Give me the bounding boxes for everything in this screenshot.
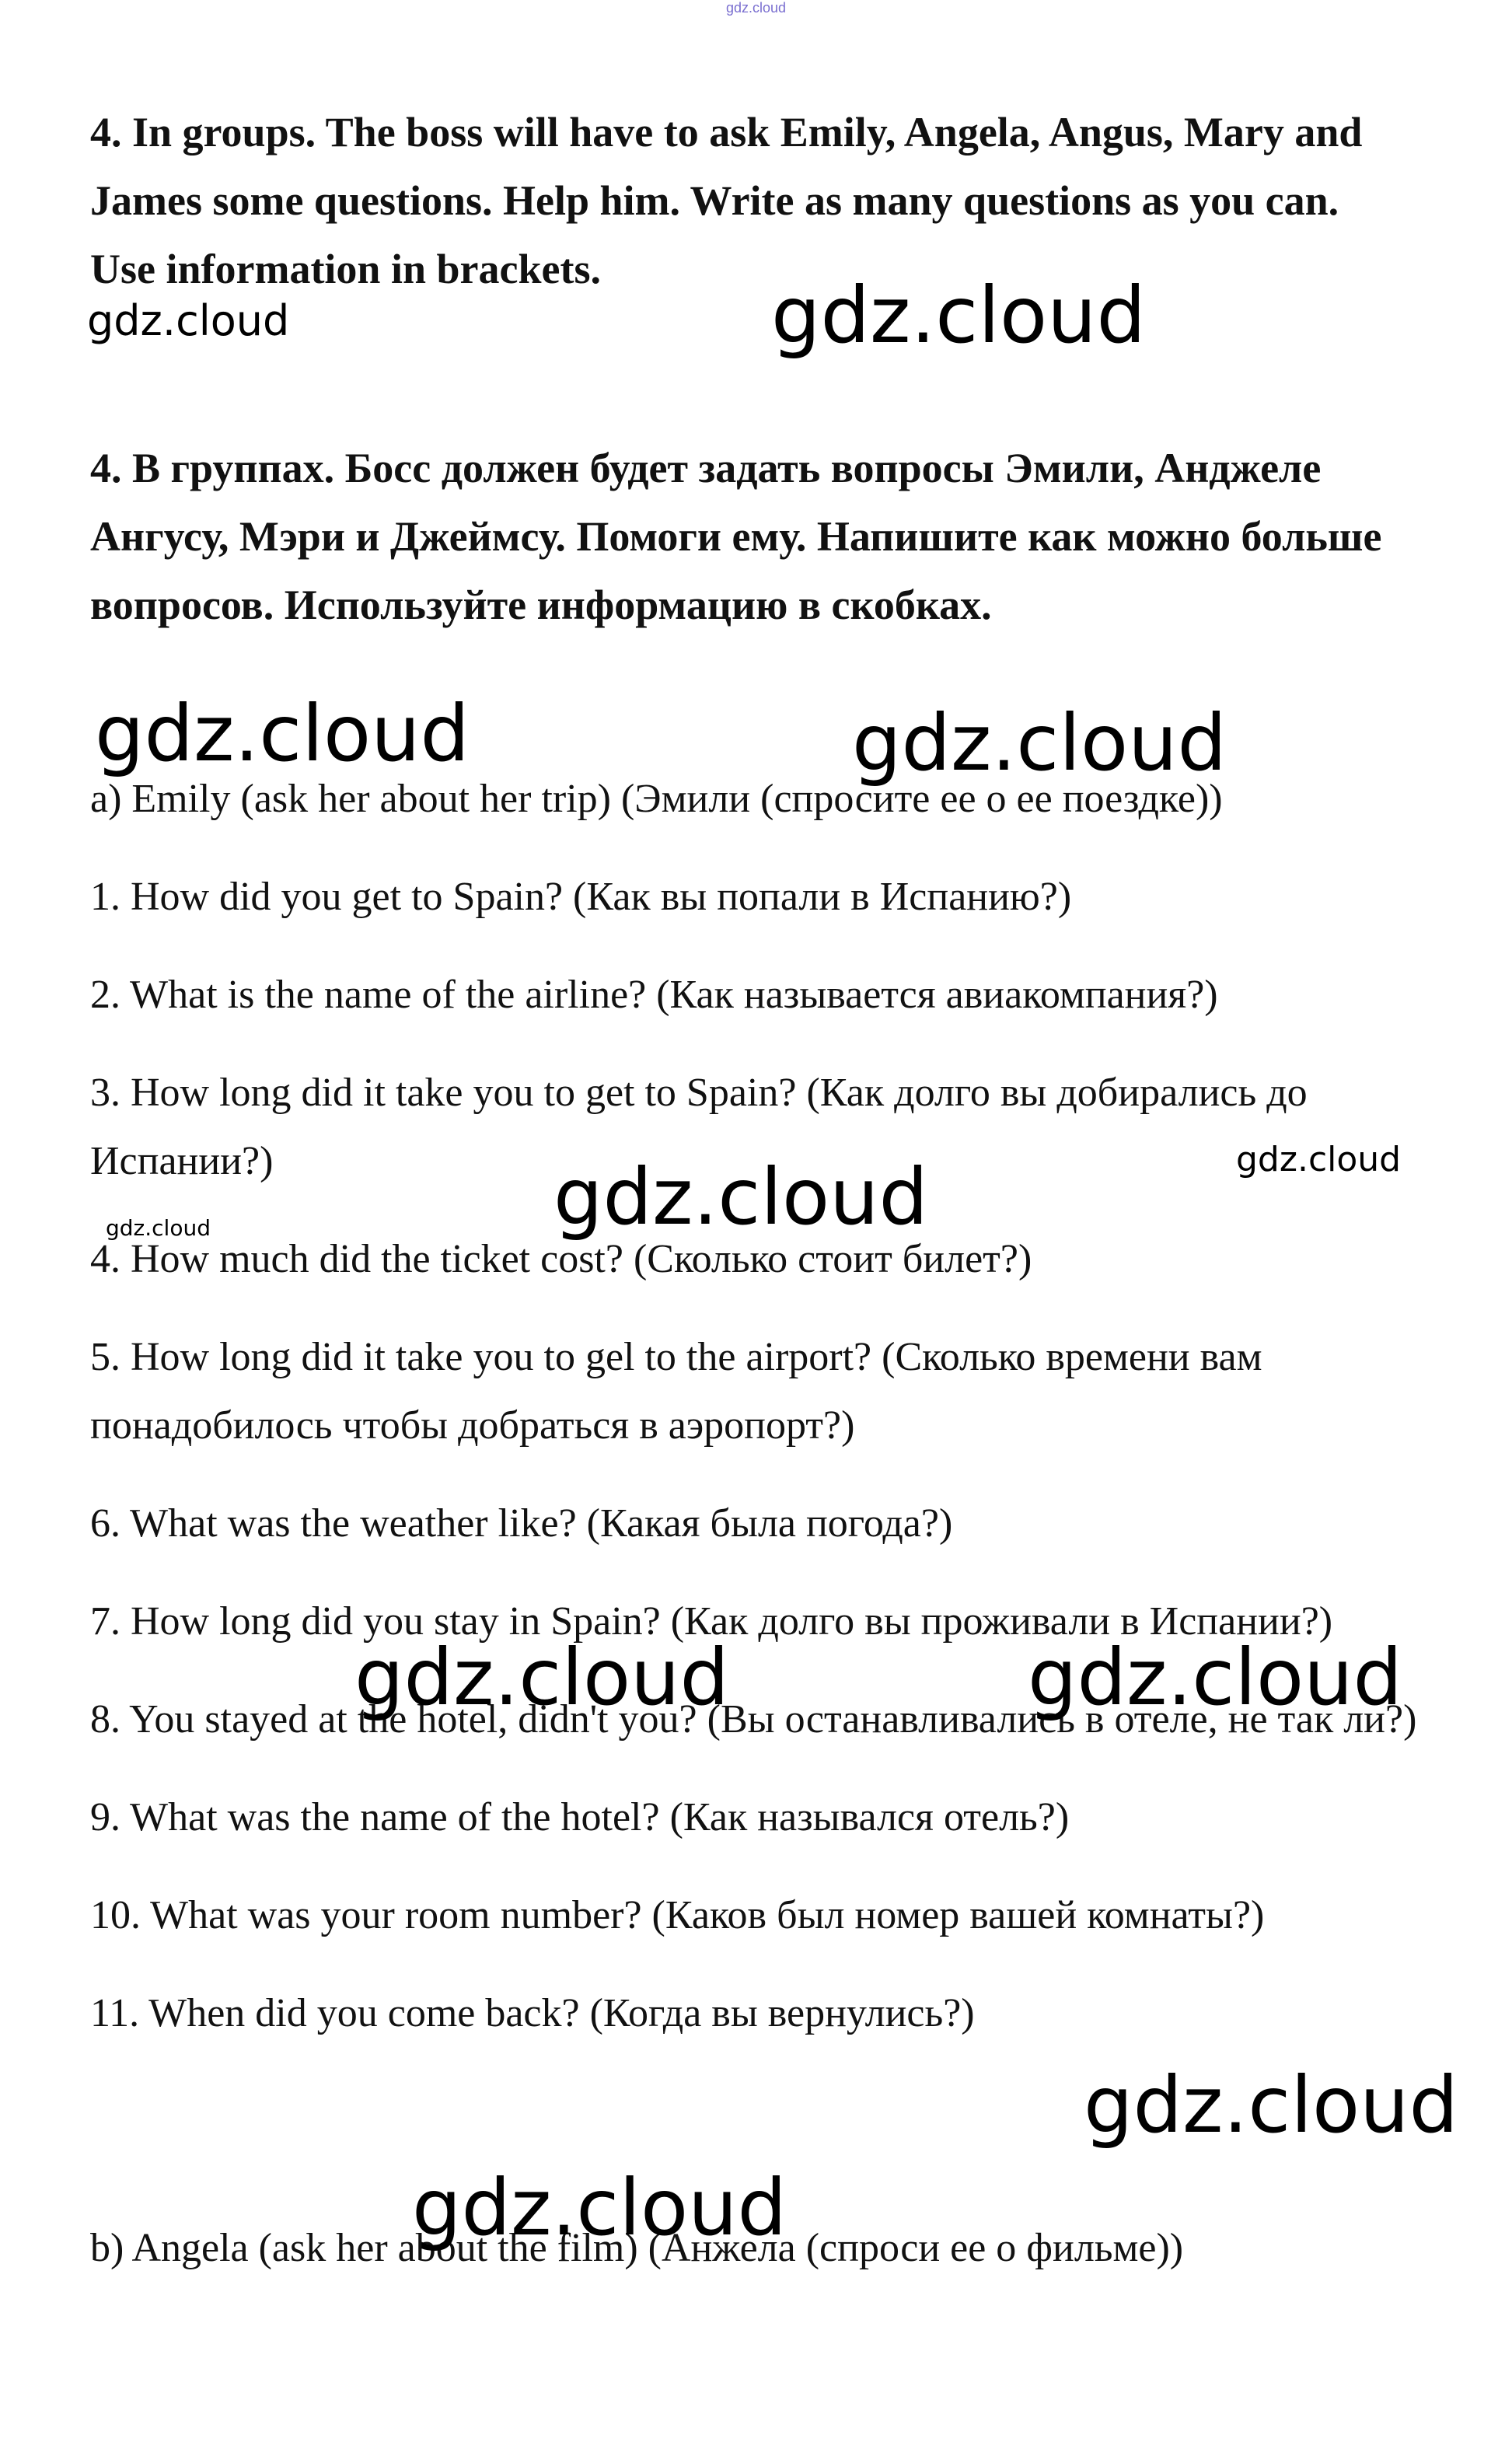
top-watermark: gdz.cloud: [725, 0, 787, 16]
watermark-logo: gdz.cloud: [1236, 1140, 1402, 1179]
section-spacer: [90, 2077, 1435, 2214]
watermark-logo: gdz.cloud: [1084, 2059, 1459, 2150]
watermark-logo: gdz.cloud: [553, 1151, 929, 1242]
question-2: 2. What is the name of the airline? (Как называется авиакомпания?): [90, 973, 1218, 1017]
answers-block: [90, 765, 1435, 2312]
watermark-logo: gdz.cloud: [1028, 1632, 1403, 1723]
question-4: 4. How much did the ticket cost? (Сколько стоит билет?): [90, 1237, 1032, 1281]
watermark-logo: gdz.cloud: [95, 688, 470, 779]
task-english: 4. In groups. The boss will have to ask Emily, Angela, Angus, Mary and James some questions. Help him. Write as many questions as you can. Use information in brackets.: [90, 109, 1363, 292]
watermark-logo: gdz.cloud: [106, 1215, 211, 1241]
watermark-logo: gdz.cloud: [354, 1632, 730, 1723]
question-3: 3. How long did it take you to get to Spain? (Как долго вы добирались до Испании?): [90, 1071, 1308, 1183]
question-9: 9. What was the name of the hotel? (Как назывался отель?): [90, 1795, 1070, 1839]
watermark-logo: gdz.cloud: [87, 296, 290, 345]
task-russian: 4. В группах. Босс должен будет задать вопросы Эмили, Анджеле Ангусу, Мэри и Джеймсу. Помоги ему. Напишите как можно больше вопросов. Используйте информацию в скобках.: [90, 445, 1382, 628]
question-6: 6. What was the weather like? (Какая была погода?): [90, 1501, 953, 1546]
question-8: 8. You stayed at the hotel, didn't you? (Вы останавливались в отеле, не так ли?): [90, 1697, 1417, 1742]
section-heading-b: b) Angela (ask her about the film) (Анжела (спроси ее о фильме)): [90, 2226, 1184, 2270]
question-5: 5. How long did it take you to gel to the airport? (Сколько времени вам понадобилось чтобы добраться в аэропорт?): [90, 1335, 1262, 1448]
section-heading-a: a) Emily (ask her about her trip) (Эмили (спросите ее о ее поездке)): [90, 777, 1223, 821]
question-10: 10. What was your room number? (Каков был номер вашей комнаты?): [90, 1893, 1265, 1937]
question-11: 11. When did you come back? (Когда вы вернулись?): [90, 1991, 975, 2035]
watermark-logo: gdz.cloud: [852, 697, 1227, 788]
question-1: 1. How did you get to Spain? (Как вы попали в Испанию?): [90, 875, 1072, 919]
watermark-logo: gdz.cloud: [771, 270, 1147, 361]
watermark-logo: gdz.cloud: [412, 2162, 787, 2253]
question-7: 7. How long did you stay in Spain? (Как долго вы проживали в Испании?): [90, 1599, 1333, 1644]
